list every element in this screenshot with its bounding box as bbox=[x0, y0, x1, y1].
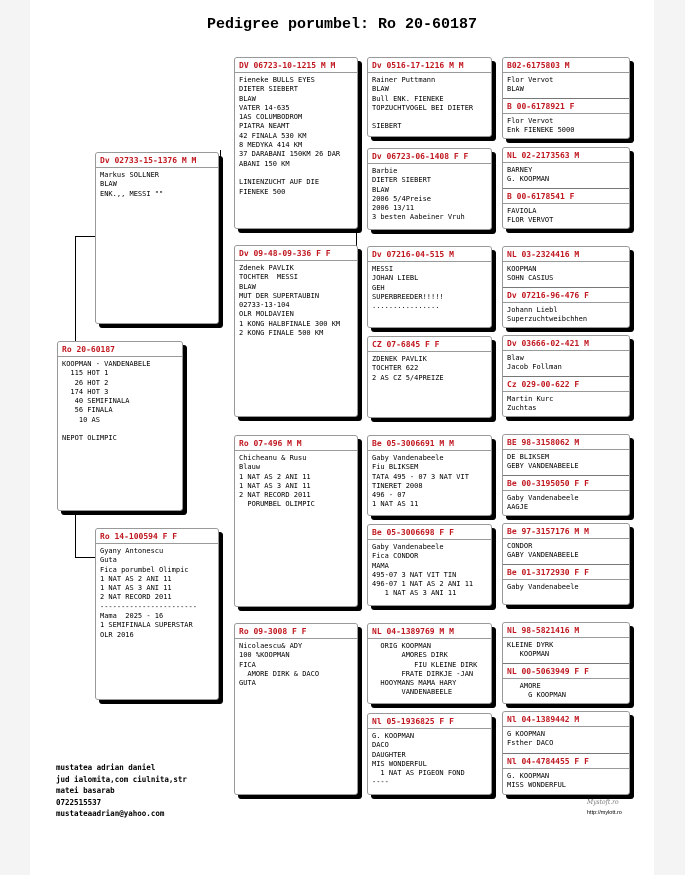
ancestor-pair-box[interactable] bbox=[502, 335, 630, 417]
connector-line bbox=[220, 554, 221, 674]
great-grandparent-ring: Be 05-3006691 M M bbox=[368, 436, 491, 451]
great-grandparent-details: G. KOOPMAN DACO DAUGHTER MIS WONDERFUL 1 NAT AS PIGEON FOND ---- bbox=[372, 732, 465, 787]
connector-line bbox=[75, 236, 76, 342]
sire-ring: Dv 02733-15-1376 M M bbox=[96, 153, 218, 168]
ancestor-details: BARNEY G. KOOPMAN bbox=[507, 166, 550, 184]
ancestor-dam[interactable] bbox=[503, 663, 629, 704]
ancestor-details: Flor Vervot BLAW bbox=[507, 76, 554, 94]
great-grandparent-ring: Dv 0516-17-1216 M M bbox=[368, 58, 491, 73]
ancestor-dam[interactable] bbox=[503, 287, 629, 328]
ancestor-details: FAVIOLA FLOR VERVOT bbox=[507, 207, 554, 225]
ancestor-dam[interactable] bbox=[503, 188, 629, 229]
ancestor-details: KLEINE DYRK KOOPMAN bbox=[507, 641, 554, 659]
ancestor-details: Johann Liebl Superzuchtweibchhen bbox=[507, 306, 588, 324]
ancestor-dam[interactable] bbox=[503, 376, 629, 417]
ancestor-ring: BE 98-3158062 M bbox=[503, 435, 629, 450]
great-grandparent-details: Barbie DIETER SIEBERT BLAW 2006 5/4Preise 2006 13/11 3 besten Aabeiner Vruh bbox=[372, 167, 465, 222]
grandparent-details: Chicheanu & Rusu Blauw 1 NAT AS 2 ANI 11 1 NAT AS 3 ANI 11 2 NAT RECORD 2011 PORUMBEL OLIMPIC bbox=[239, 454, 315, 509]
connector-line bbox=[220, 150, 221, 250]
ancestor-pair-box[interactable] bbox=[502, 246, 630, 328]
dam-details: Gyany Antonescu Guta Fica porumbel Olimpic 1 NAT AS 2 ANI 11 1 NAT AS 3 ANI 11 2 NAT RECORD 2011 ----------------------- Mama 2025 - 16 1 SEMIFINALA SUPERSTAR OLR 2016 bbox=[100, 547, 197, 639]
grandparent-ring: Dv 09-48-09-336 F F bbox=[235, 246, 357, 261]
ancestor-sire[interactable] bbox=[503, 148, 629, 188]
subject-box[interactable] bbox=[57, 341, 183, 511]
ancestor-ring: NL 98-5821416 M bbox=[503, 623, 629, 638]
sire-details: Markus SOLLNER BLAW ENK.,, MESSI "" bbox=[100, 171, 164, 198]
grandparent-ring: Ro 09-3008 F F bbox=[235, 624, 357, 639]
ancestor-pair-box[interactable] bbox=[502, 434, 630, 516]
ancestor-ring: Cz 029-00-622 F bbox=[503, 377, 629, 392]
great-grandparent-box[interactable] bbox=[367, 246, 492, 328]
ancestor-pair-box[interactable] bbox=[502, 147, 630, 229]
ancestor-details: KOOPMAN SOHN CASIUS bbox=[507, 265, 554, 283]
grandparent-details: Zdenek PAVLIK TOCHTER MESSI BLAW MUT DER SUPERTAUBIN 02733-13-104 OLR MOLDAVIEN 1 KONG HALBFINALE 300 KM 2 KONG FINALE 500 KM bbox=[239, 264, 341, 338]
connector-line bbox=[75, 236, 95, 237]
ancestor-details: G KOOPMAN Fsther DACO bbox=[507, 730, 554, 748]
ancestor-ring: B 00-6178921 F bbox=[503, 99, 629, 114]
grandparent-ring: DV 06723-10-1215 M M bbox=[235, 58, 357, 73]
great-grandparent-ring: CZ 07-6845 F F bbox=[368, 337, 491, 352]
ancestor-pair-box[interactable] bbox=[502, 523, 630, 605]
owner-contact: mustatea adrian daniel jud ialomita,com ciulnita,str matei basarab 0722515537 mustateaadrian@yahoo.com bbox=[56, 763, 187, 818]
ancestor-ring: Be 01-3172930 F F bbox=[503, 565, 629, 580]
great-grandparent-box[interactable] bbox=[367, 524, 492, 606]
ancestor-ring: Nl 04-1389442 M bbox=[503, 712, 629, 727]
ancestor-details: Martin Kurc Zuchtas bbox=[507, 395, 554, 413]
ancestor-pair-box[interactable] bbox=[502, 57, 630, 139]
grandparent-box[interactable] bbox=[234, 435, 358, 607]
great-grandparent-ring: NL 04-1389769 M M bbox=[368, 624, 491, 639]
great-grandparent-details: ORIG KOOPMAN AMORES DIRK FIU KLEINE DIRK FRATE DIRKJE -JAN HOOYMANS MAMA HARY VANDENABEELE bbox=[380, 642, 478, 697]
grandparent-box[interactable] bbox=[234, 245, 358, 417]
signature: Mystoft.ro bbox=[587, 799, 619, 806]
connector-line bbox=[75, 557, 95, 558]
ancestor-details: Gaby Vandenabeele bbox=[507, 583, 579, 591]
ancestor-ring: Nl 04-4784455 F F bbox=[503, 754, 629, 769]
page-title: Pedigree porumbel: Ro 20-60187 bbox=[206, 16, 478, 33]
great-grandparent-details: ZDENEK PAVLIK TOCHTER 622 2 AS CZ 5/4PREIZE bbox=[372, 355, 444, 382]
ancestor-ring: Dv 07216-96-476 F bbox=[503, 288, 629, 303]
sire-box[interactable] bbox=[95, 152, 219, 324]
great-grandparent-ring: Dv 06723-06-1408 F F bbox=[368, 149, 491, 164]
ancestor-details: G. KOOPMAN MISS WONDERFUL bbox=[507, 772, 567, 790]
ancestor-sire[interactable] bbox=[503, 623, 629, 663]
great-grandparent-box[interactable] bbox=[367, 336, 492, 418]
ancestor-sire[interactable] bbox=[503, 435, 629, 475]
ancestor-dam[interactable] bbox=[503, 753, 629, 795]
ancestor-pair-box[interactable] bbox=[502, 622, 630, 704]
ancestor-sire[interactable] bbox=[503, 58, 629, 98]
grandparent-box[interactable] bbox=[234, 57, 358, 229]
ancestor-details: AMORE G KOOPMAN bbox=[519, 682, 567, 700]
ancestor-ring: NL 02-2173563 M bbox=[503, 148, 629, 163]
subject-ring: Ro 20-60187 bbox=[58, 342, 182, 357]
ancestor-details: DE BLIKSEM GEBY VANDENABEELE bbox=[507, 453, 579, 471]
great-grandparent-details: Gaby Vandenabeele Fiu BLIKSEM TATA 495 - 07 3 NAT VIT TINERET 2008 496 - 07 1 NAT AS 11 bbox=[372, 454, 469, 509]
dam-ring: Ro 14-100594 F F bbox=[96, 529, 218, 544]
subject-details: KOOPMAN - VANDENABELE 115 HOT 1 26 HOT 2 174 HOT 3 40 SEMIFINALA 56 FINALA 10 AS NEPOT OLIMPIC bbox=[62, 360, 151, 443]
ancestor-sire[interactable] bbox=[503, 712, 629, 753]
great-grandparent-box[interactable] bbox=[367, 623, 492, 704]
ancestor-sire[interactable] bbox=[503, 336, 629, 376]
ancestor-pair-box[interactable] bbox=[502, 711, 630, 795]
great-grandparent-box[interactable] bbox=[367, 435, 492, 516]
great-grandparent-ring: Dv 07216-04-515 M bbox=[368, 247, 491, 262]
ancestor-ring: Be 97-3157176 M M bbox=[503, 524, 629, 539]
grandparent-details: Fieneke BULLS EYES DIETER SIEBERT BLAW VATER 14-635 1AS COLUMBODROM PIATRA NEAMT 42 FINALA 530 KM 8 MEDYKA 414 KM 37 DARABANI 150KM 26 DAR ABANI 150 KM LINIENZUCHT AUF DIE FIENEKE 500 bbox=[239, 76, 341, 196]
ancestor-dam[interactable] bbox=[503, 98, 629, 139]
ancestor-details: Blaw Jacob Follman bbox=[507, 354, 562, 372]
ancestor-ring: B02-6175803 M bbox=[503, 58, 629, 73]
grandparent-details: Nicolaescu& ADY 100 %KOOPMAN FICA AMORE DIRK & DACO GUTA bbox=[239, 642, 320, 688]
pedigree-page bbox=[30, 0, 654, 875]
ancestor-sire[interactable] bbox=[503, 524, 629, 564]
connector-line bbox=[75, 512, 76, 557]
great-grandparent-ring: Nl 05-1936825 F F bbox=[368, 714, 491, 729]
great-grandparent-details: MESSI JOHAN LIEBL GEH SUPERBREEDER!!!!! ................ bbox=[372, 265, 444, 311]
site-url[interactable]: http://mylott.ro bbox=[587, 810, 622, 816]
ancestor-sire[interactable] bbox=[503, 247, 629, 287]
ancestor-details: Flor Vervot Enk FIENEKE 5000 bbox=[507, 117, 575, 135]
ancestor-ring: Dv 03666-02-421 M bbox=[503, 336, 629, 351]
ancestor-ring: NL 03-2324416 M bbox=[503, 247, 629, 262]
ancestor-details: Gaby Vandenabeele AAGJE bbox=[507, 494, 579, 512]
ancestor-dam[interactable] bbox=[503, 564, 629, 605]
great-grandparent-box[interactable] bbox=[367, 148, 492, 230]
ancestor-ring: Be 00-3195050 F F bbox=[503, 476, 629, 491]
great-grandparent-details: Gaby Vandenabeele Fica CONDOR MAMA 495-07 3 NAT VIT TIN 496-07 1 NAT AS 2 ANI 11 1 NAT AS 3 ANI 11 bbox=[372, 543, 474, 598]
ancestor-dam[interactable] bbox=[503, 475, 629, 516]
grandparent-ring: Ro 07-496 M M bbox=[235, 436, 357, 451]
grandparent-box[interactable] bbox=[234, 623, 358, 795]
ancestor-ring: B 00-6178541 F bbox=[503, 189, 629, 204]
dam-box[interactable] bbox=[95, 528, 219, 700]
great-grandparent-ring: Be 05-3006698 F F bbox=[368, 525, 491, 540]
great-grandparent-box[interactable] bbox=[367, 713, 492, 795]
ancestor-details: CONDOR GABY VANDENABEELE bbox=[507, 542, 579, 560]
great-grandparent-details: Rainer Puttmann BLAW Bull ENK. FIENEKE TOPZUCHTVOGEL BEI DIETER SIEBERT bbox=[372, 76, 474, 131]
ancestor-ring: NL 00-5063949 F F bbox=[503, 664, 629, 679]
great-grandparent-box[interactable] bbox=[367, 57, 492, 137]
